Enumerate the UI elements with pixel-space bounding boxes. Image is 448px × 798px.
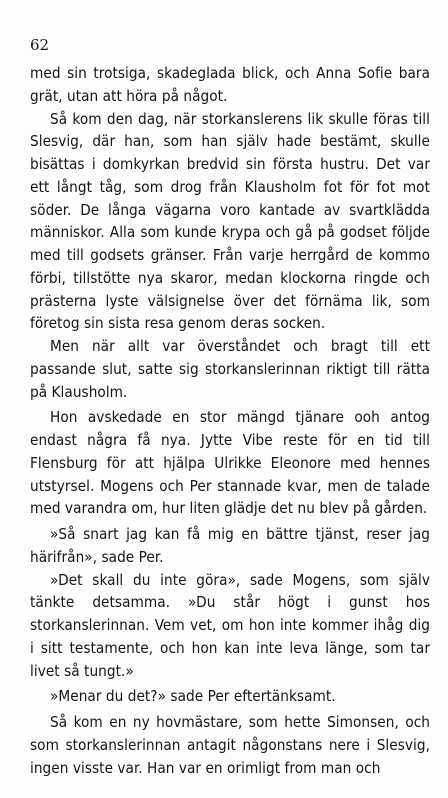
paragraph: »Så snart jag kan få mig en bättre tjänst, reser jag härifrån», sade Per.: [30, 525, 430, 566]
paragraph: Så kom en ny hovmästare, som hette Simonsen, och som storkanslerinnan antagit någonstans nere i Slesvig, ingen visste var. Han var en orimligt from man och: [30, 713, 430, 777]
paragraph: Så kom den dag, när storkanslerens lik skulle föras till Slesvig, där han, som han själv hade bestämt, skulle bisättas i domkyrkan bredvid sin första hustru. Det var ett långt tåg, som drog från Klausholm fot för fot mot söder. De långa vägarna voro kantade av svartklädda människor. Alla som kunde krypa och gå på godset följde med till godsets gränser. Från varje herrgård de kommo förbi, tillstötte nya skaror, medan klockorna ringde och prästerna lyste välsignelse över det förnäma lik, som företog sin sista resa genom deras socken.: [30, 109, 430, 333]
body-text: [30, 62, 430, 779]
paragraph: Men när allt var överståndet och bragt till ett passande slut, satte sig storkanslerinnan riktigt till rätta på Klausholm.: [30, 337, 430, 401]
page-number: 62: [30, 36, 50, 54]
paragraph: Hon avskedade en stor mängd tjänare ooh antog endast några få nya. Jytte Vibe reste för en tid till Flensburg för att hjälpa Ulrikke Eleonore med hennes utstyrsel. Mogens och Per stannade kvar, men de talade med varandra om, hur liten glädje det nu blev på gården.: [30, 408, 430, 518]
paragraph: »Det skall du inte göra», sade Mogens, som själv tänkte detsamma. »Du står högt i gunst hos storkanslerinnan. Vem vet, om hon inte kommer ihåg dig i sitt testamente, och hon kan inte leva länge, som tar livet så tungt.»: [30, 570, 430, 680]
paragraph: med sin trotsiga, skadeglada blick, och Anna Sofie bara grät, utan att höra på något.: [30, 64, 430, 105]
paragraph: »Menar du det?» sade Per eftertänksamt.: [50, 687, 336, 706]
